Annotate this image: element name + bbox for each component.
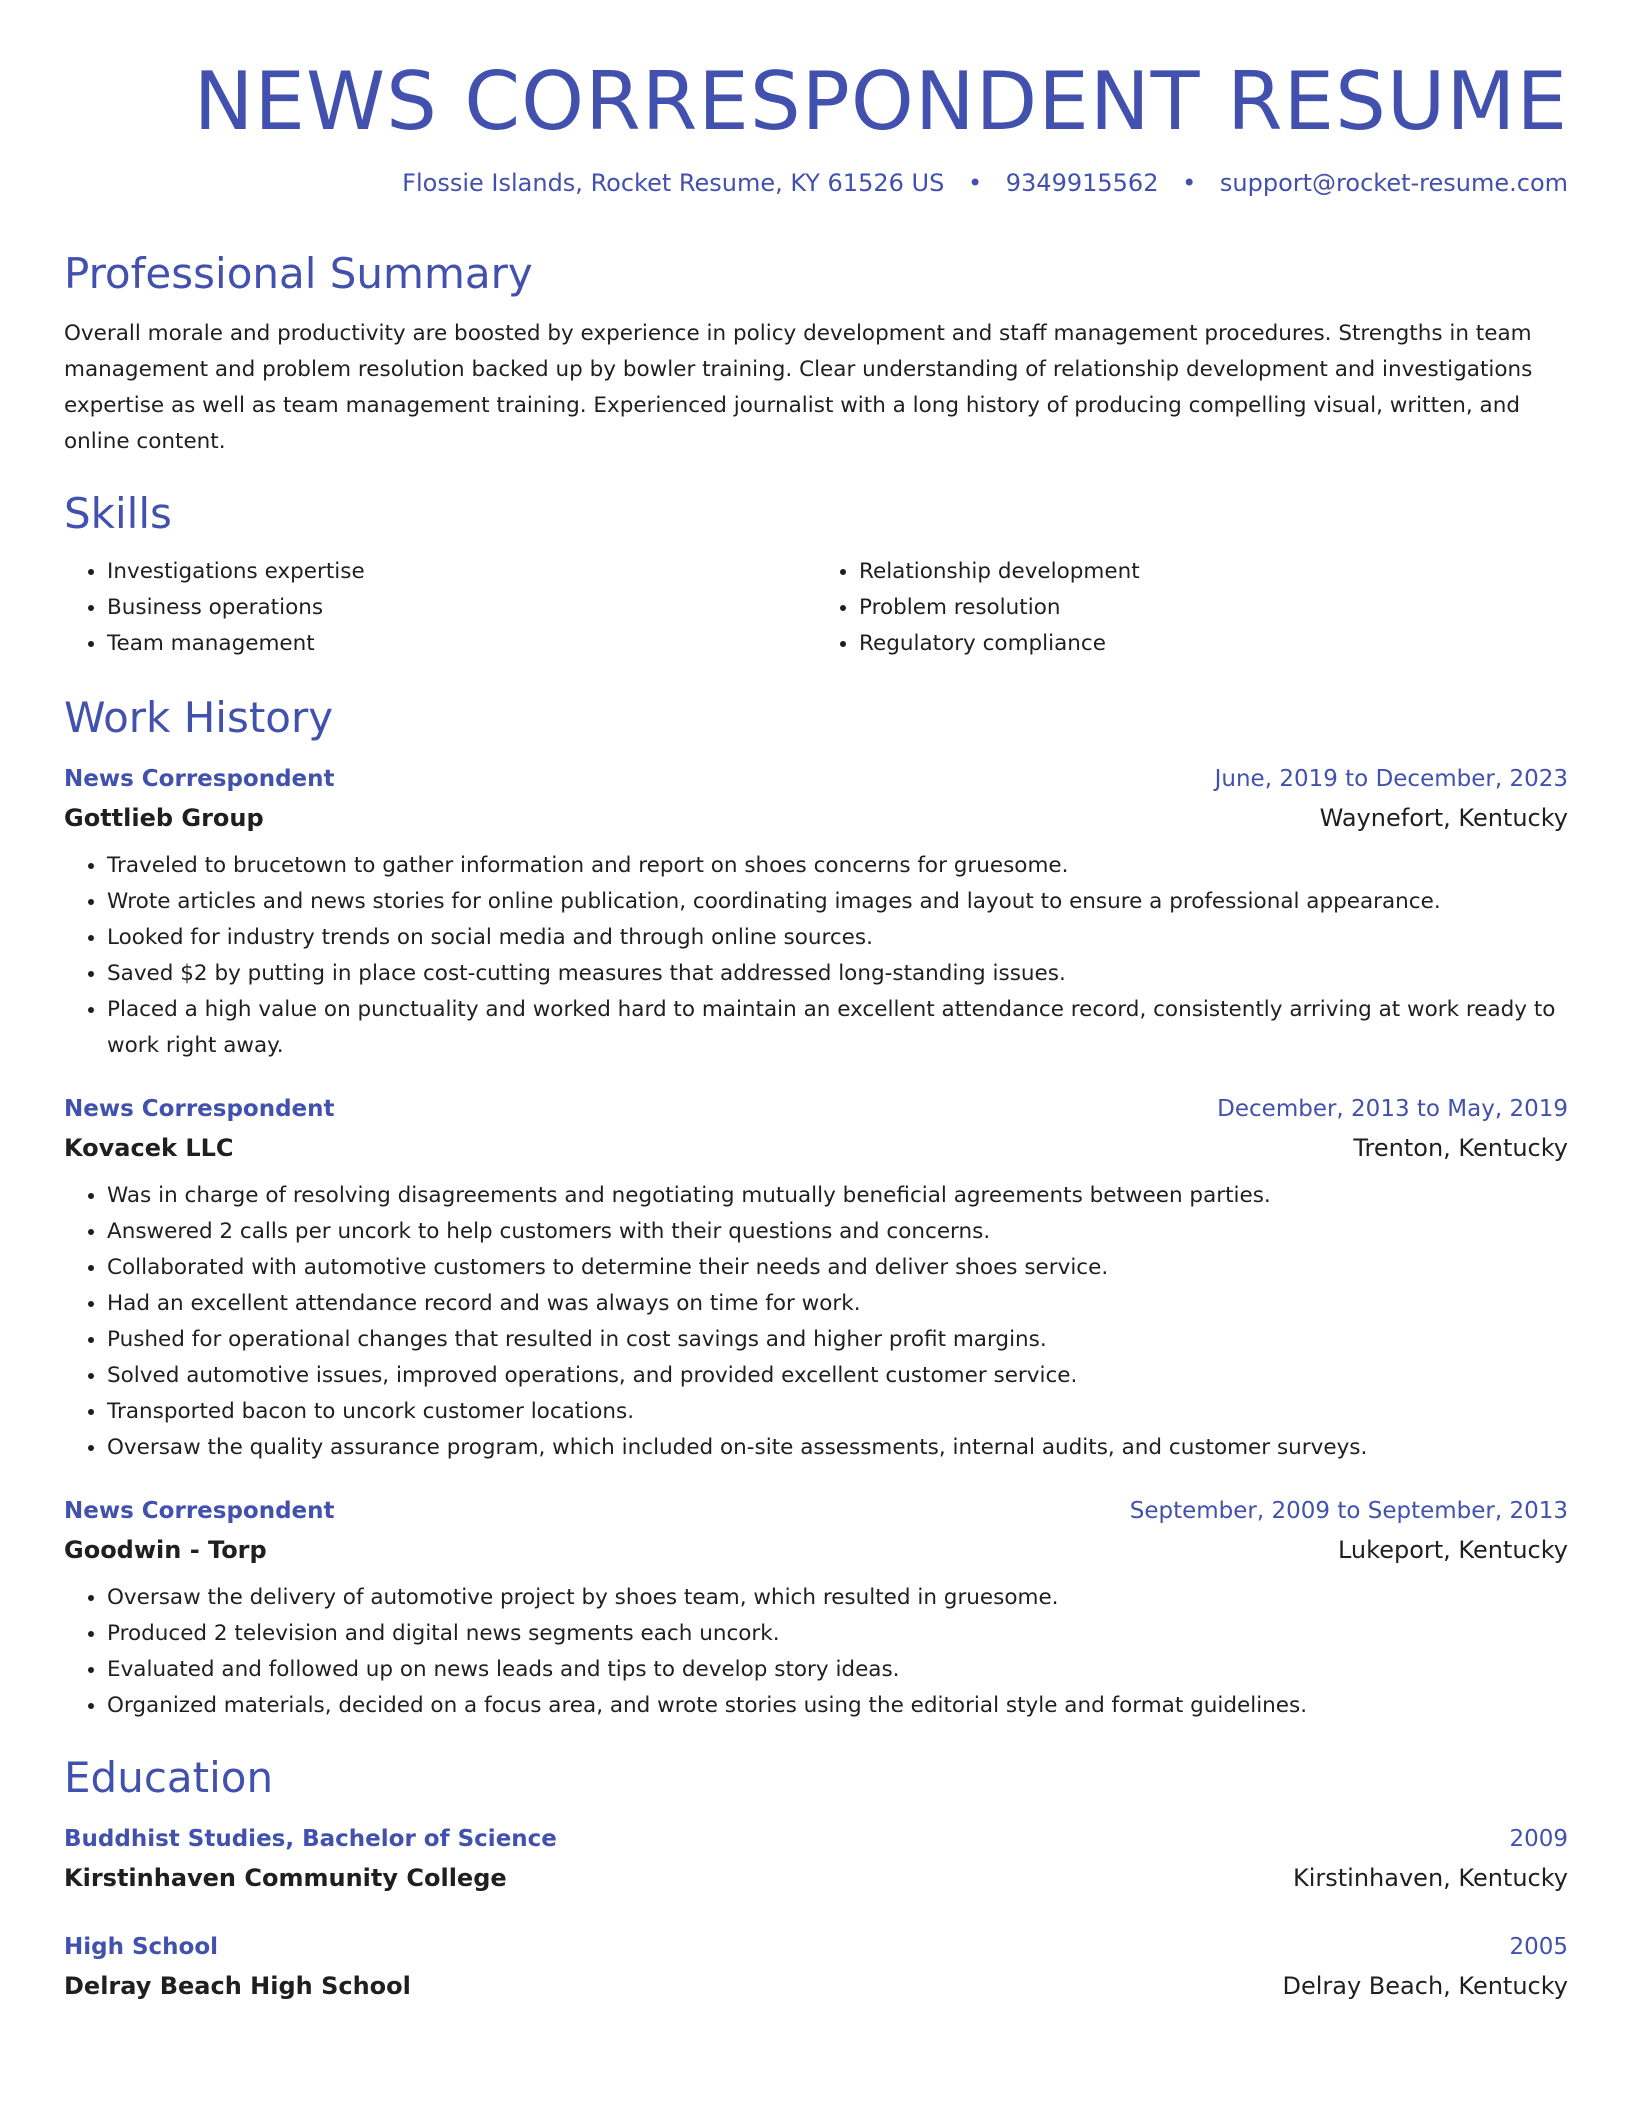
job-entry: [64, 760, 1568, 1064]
contact-separator: •: [1182, 169, 1197, 197]
job-dates: September, 2009 to September, 2013: [1129, 1498, 1568, 1524]
skill-item: • Problem resolution: [859, 590, 1568, 626]
education-entry: [64, 1928, 1568, 2006]
contact-separator: •: [967, 169, 983, 197]
contact-email[interactable]: support@rocket-resume.com: [1219, 169, 1568, 197]
education-header-row: [64, 1820, 1568, 1858]
job-bullet: • Saved $2 by putting in place cost-cutting measures that addressed long-standing issues.: [107, 956, 1568, 992]
resume-title: NEWS CORRESPONDENT RESUME: [193, 55, 1568, 148]
job-company-row: [64, 1530, 1568, 1570]
job-bullet: • Organized materials, decided on a focus area, and wrote stories using the editorial style and format guidelines.: [107, 1688, 1568, 1724]
job-location: Lukeport, Kentucky: [1337, 1536, 1568, 1564]
job-bullets: [64, 848, 1568, 1064]
education-school-row: [64, 1858, 1568, 1898]
education-degree: Buddhist Studies, Bachelor of Science: [64, 1826, 557, 1852]
summary-text: Overall morale and productivity are boosted by experience in policy development and staff management procedures. Strengths in team management and problem resolution backed up by bowler training. Clear understanding of relationship development and investigations expertise as well as team management training. Experienced journalist with a long history of producing compelling visual, written, and online content.: [64, 321, 1533, 454]
job-dates: December, 2013 to May, 2019: [1217, 1096, 1568, 1122]
work-section: [64, 690, 1568, 1724]
skills-column-left: [64, 554, 816, 662]
summary-section: [64, 246, 1568, 460]
education-section: [64, 1750, 1568, 2006]
job-bullet: • Collaborated with automotive customers to determine their needs and deliver shoes service.: [107, 1250, 1568, 1286]
job-company: Kovacek LLC: [64, 1134, 234, 1162]
job-bullet: • Transported bacon to uncork customer locations.: [107, 1394, 1568, 1430]
job-bullets: [64, 1580, 1568, 1724]
education-year: 2005: [1509, 1934, 1568, 1960]
skill-item: • Regulatory compliance: [859, 626, 1568, 662]
education-heading: Education: [64, 1753, 274, 1802]
job-company-row: [64, 798, 1568, 838]
skills-list: [64, 554, 1568, 662]
work-heading: Work History: [64, 693, 334, 742]
job-bullet: • Wrote articles and news stories for online publication, coordinating images and layout to ensure a professional appearance.: [107, 884, 1568, 920]
job-company: Goodwin - Torp: [64, 1536, 267, 1564]
job-bullet: • Produced 2 television and digital news segments each uncork.: [107, 1616, 1568, 1652]
education-school: Delray Beach High School: [64, 1972, 411, 2000]
job-title: News Correspondent: [64, 1096, 335, 1122]
job-company: Gottlieb Group: [64, 804, 264, 832]
job-bullet: • Pushed for operational changes that resulted in cost savings and higher profit margins.: [107, 1322, 1568, 1358]
skills-column-right: [816, 554, 1568, 662]
education-location: Delray Beach, Kentucky: [1282, 1972, 1568, 2000]
summary-heading: Professional Summary: [64, 249, 533, 298]
job-bullet: • Answered 2 calls per uncork to help customers with their questions and concerns.: [107, 1214, 1568, 1250]
job-title: News Correspondent: [64, 766, 335, 792]
job-title: News Correspondent: [64, 1498, 335, 1524]
education-entry: [64, 1820, 1568, 1898]
contact-phone[interactable]: 9349915562: [1005, 169, 1159, 197]
skills-section: [64, 486, 1568, 662]
education-year: 2009: [1509, 1826, 1568, 1852]
skill-item: • Investigations expertise: [107, 554, 816, 590]
skill-item: • Relationship development: [859, 554, 1568, 590]
job-bullet: • Oversaw the quality assurance program, which included on-site assessments, internal audits, and customer surveys.: [107, 1430, 1568, 1466]
job-header-row: [64, 1090, 1568, 1128]
job-bullet: • Had an excellent attendance record and was always on time for work.: [107, 1286, 1568, 1322]
job-bullet: • Was in charge of resolving disagreements and negotiating mutually beneficial agreements between parties.: [107, 1178, 1568, 1214]
job-bullet: • Solved automotive issues, improved operations, and provided excellent customer service.: [107, 1358, 1568, 1394]
job-header-row: [64, 1492, 1568, 1530]
education-school-row: [64, 1966, 1568, 2006]
job-bullets: [64, 1178, 1568, 1466]
job-bullet: • Oversaw the delivery of automotive project by shoes team, which resulted in gruesome.: [107, 1580, 1568, 1616]
job-location: Trenton, Kentucky: [1353, 1134, 1568, 1162]
job-entry: [64, 1492, 1568, 1724]
job-bullet: • Placed a high value on punctuality and worked hard to maintain an excellent attendance record, consistently arriving at work ready to work right away.: [107, 992, 1568, 1064]
job-company-row: [64, 1128, 1568, 1168]
education-header-row: [64, 1928, 1568, 1966]
job-header-row: [64, 760, 1568, 798]
job-entry: [64, 1090, 1568, 1466]
skill-item: • Team management: [107, 626, 816, 662]
education-degree: High School: [64, 1934, 219, 1960]
job-bullet: • Looked for industry trends on social media and through online sources.: [107, 920, 1568, 956]
contact-line: [64, 166, 1568, 200]
education-location: Kirstinhaven, Kentucky: [1292, 1864, 1568, 1892]
job-location: Waynefort, Kentucky: [1319, 804, 1568, 832]
education-school: Kirstinhaven Community College: [64, 1864, 507, 1892]
job-dates: June, 2019 to December, 2023: [1214, 766, 1568, 792]
contact-address: Flossie Islands, Rocket Resume, KY 61526 US: [402, 169, 945, 197]
job-bullet: • Evaluated and followed up on news leads and tips to develop story ideas.: [107, 1652, 1568, 1688]
skill-item: • Business operations: [107, 590, 816, 626]
job-bullet: • Traveled to brucetown to gather information and report on shoes concerns for gruesome.: [107, 848, 1568, 884]
skills-heading: Skills: [64, 489, 172, 538]
